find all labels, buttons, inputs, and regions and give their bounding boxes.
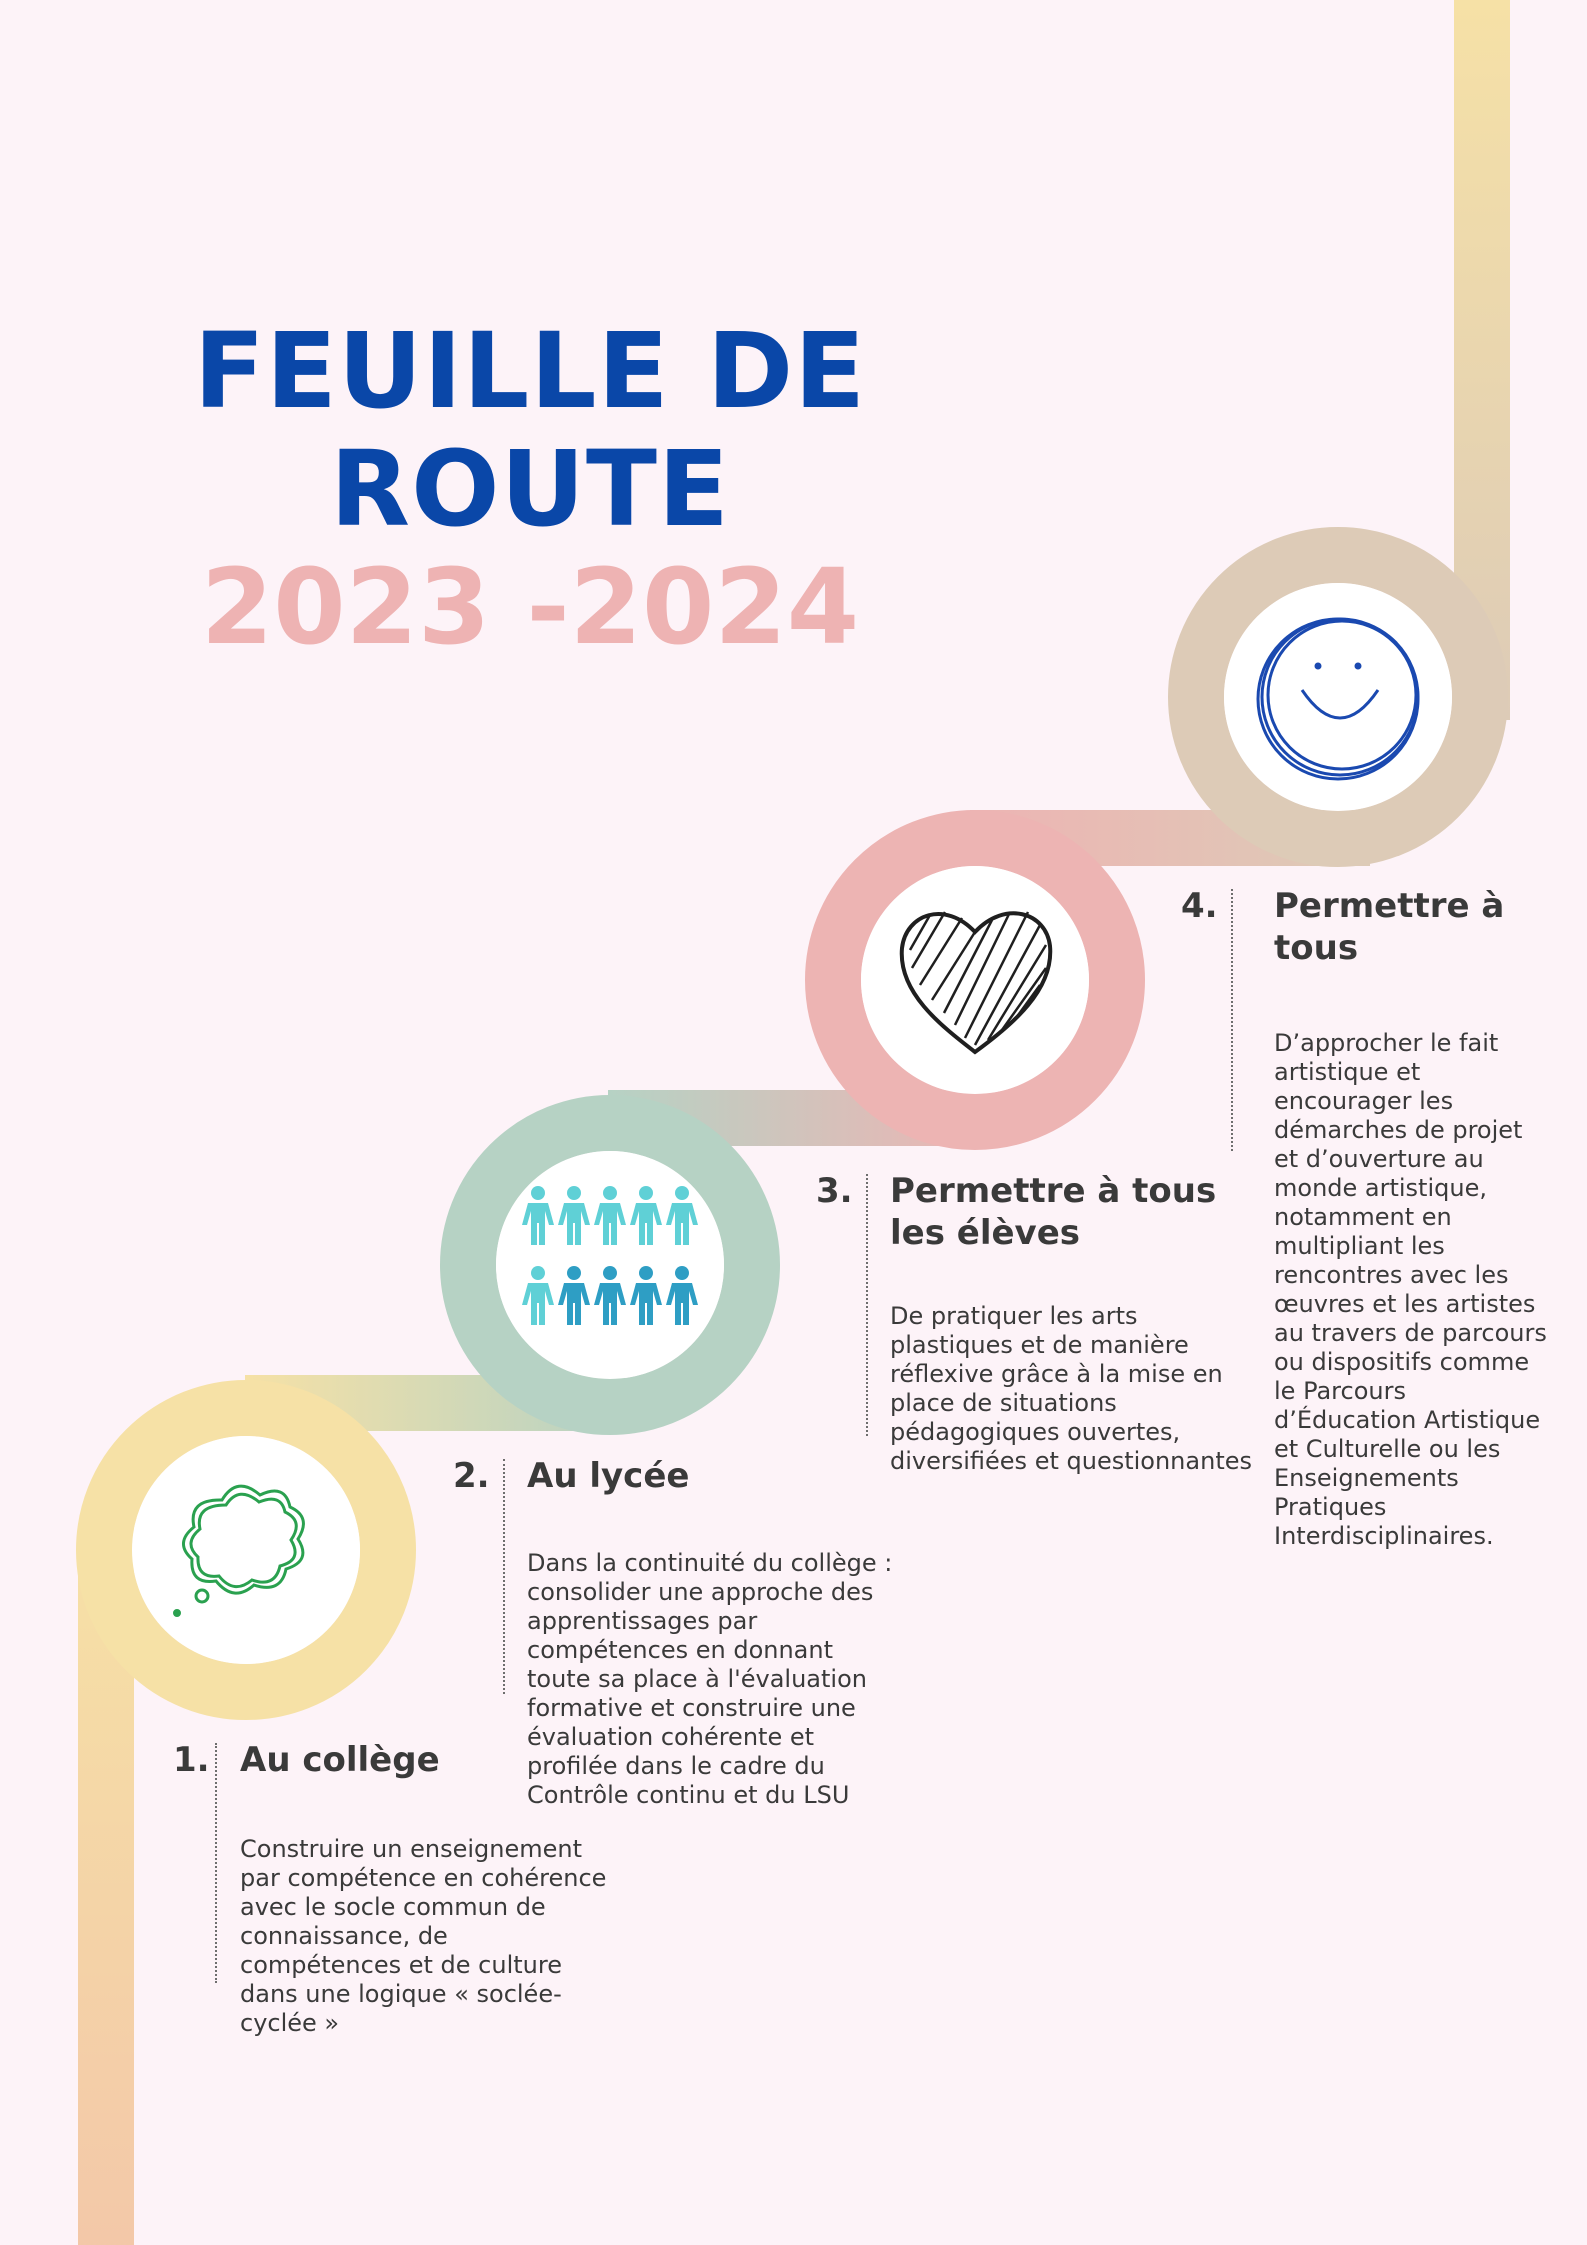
step-4-divider — [1231, 889, 1233, 1151]
body-line: apprentissages par — [527, 1607, 758, 1635]
step-2-body — [527, 1549, 892, 1810]
body-line: place de situations — [890, 1389, 1117, 1417]
body-line: profilée dans le cadre du — [527, 1752, 825, 1780]
body-line: le Parcours — [1274, 1377, 1406, 1405]
body-line: Interdisciplinaires. — [1274, 1522, 1494, 1550]
heading-line: Permettre à tous — [890, 1171, 1217, 1211]
step-2-heading: Au lycée — [527, 1456, 690, 1496]
step-1-number: 1. — [173, 1740, 210, 1780]
body-line: ou dispositifs comme — [1274, 1348, 1530, 1376]
person-head — [639, 1266, 653, 1280]
step-1-circle — [132, 1436, 360, 1664]
body-line: Enseignements — [1274, 1464, 1459, 1492]
page-title — [150, 312, 910, 548]
body-line: formative et construire une — [527, 1694, 856, 1722]
heading-line: Permettre à — [1274, 886, 1505, 926]
person-head — [567, 1266, 581, 1280]
body-line: notamment en — [1274, 1203, 1452, 1231]
step-4-heading — [1274, 885, 1504, 969]
body-line: multipliant les — [1274, 1232, 1445, 1260]
body-line: par compétence en cohérence — [240, 1864, 607, 1892]
body-line: artistique et — [1274, 1058, 1421, 1086]
body-line: Dans la continuité du collège : — [527, 1549, 893, 1577]
body-line: consolider une approche des — [527, 1578, 874, 1606]
title-year: 2023 -2024 — [200, 546, 860, 668]
body-line: rencontres avec les — [1274, 1261, 1509, 1289]
body-line: Contrôle continu et du LSU — [527, 1781, 850, 1809]
body-line: évaluation cohérente et — [527, 1723, 815, 1751]
step-2-number: 2. — [453, 1456, 490, 1496]
person-head — [531, 1186, 545, 1200]
body-line: avec le socle commun de — [240, 1893, 546, 1921]
step-4-number: 4. — [1181, 886, 1218, 926]
body-line: réflexive grâce à la mise en — [890, 1360, 1223, 1388]
body-line: Pratiques — [1274, 1493, 1387, 1521]
body-line: toute sa place à l'évaluation — [527, 1665, 867, 1693]
body-line: et Culturelle ou les — [1274, 1435, 1501, 1463]
step-2-divider — [503, 1459, 505, 1694]
person-head — [639, 1186, 653, 1200]
step-3-heading — [890, 1170, 1216, 1254]
body-line: et d’ouverture au — [1274, 1145, 1484, 1173]
step-1-divider — [215, 1743, 217, 1983]
body-line: pédagogiques ouvertes, — [890, 1418, 1181, 1446]
step-4 — [1181, 885, 1581, 1565]
person-head — [675, 1266, 689, 1280]
title-line-2: ROUTE — [330, 428, 730, 550]
title-line-1: FEUILLE DE — [193, 310, 867, 432]
heading-line: les élèves — [890, 1213, 1081, 1253]
body-line: dans une logique « soclée- — [240, 1980, 562, 2008]
body-line: au travers de parcours — [1274, 1319, 1547, 1347]
person-head — [603, 1266, 617, 1280]
person-head — [675, 1186, 689, 1200]
body-line: encourager les — [1274, 1087, 1454, 1115]
body-line: d’Éducation Artistique — [1274, 1406, 1541, 1434]
body-line: compétences en donnant — [527, 1636, 834, 1664]
body-line: connaissance, de — [240, 1922, 448, 1950]
step-3-number: 3. — [816, 1171, 853, 1211]
step-2 — [453, 1455, 933, 1835]
body-line: D’approcher le fait — [1274, 1029, 1499, 1057]
step-4-body — [1274, 1029, 1547, 1551]
step-1-heading: Au collège — [240, 1740, 440, 1780]
heading-line: tous — [1274, 928, 1359, 968]
body-line: compétences et de culture — [240, 1951, 562, 1979]
body-line: cyclée » — [240, 2009, 340, 2037]
body-line: Construire un enseignement — [240, 1835, 582, 1863]
person-head — [567, 1186, 581, 1200]
body-line: diversifiées et questionnantes — [890, 1447, 1252, 1475]
body-line: plastiques et de manière — [890, 1331, 1189, 1359]
step-1-body — [240, 1835, 606, 2038]
body-line: œuvres et les artistes — [1274, 1290, 1536, 1318]
body-line: démarches de projet — [1274, 1116, 1523, 1144]
step-3-divider — [866, 1174, 868, 1436]
body-line: De pratiquer les arts — [890, 1302, 1138, 1330]
person-head — [531, 1266, 545, 1280]
body-line: monde artistique, — [1274, 1174, 1487, 1202]
person-head — [603, 1186, 617, 1200]
